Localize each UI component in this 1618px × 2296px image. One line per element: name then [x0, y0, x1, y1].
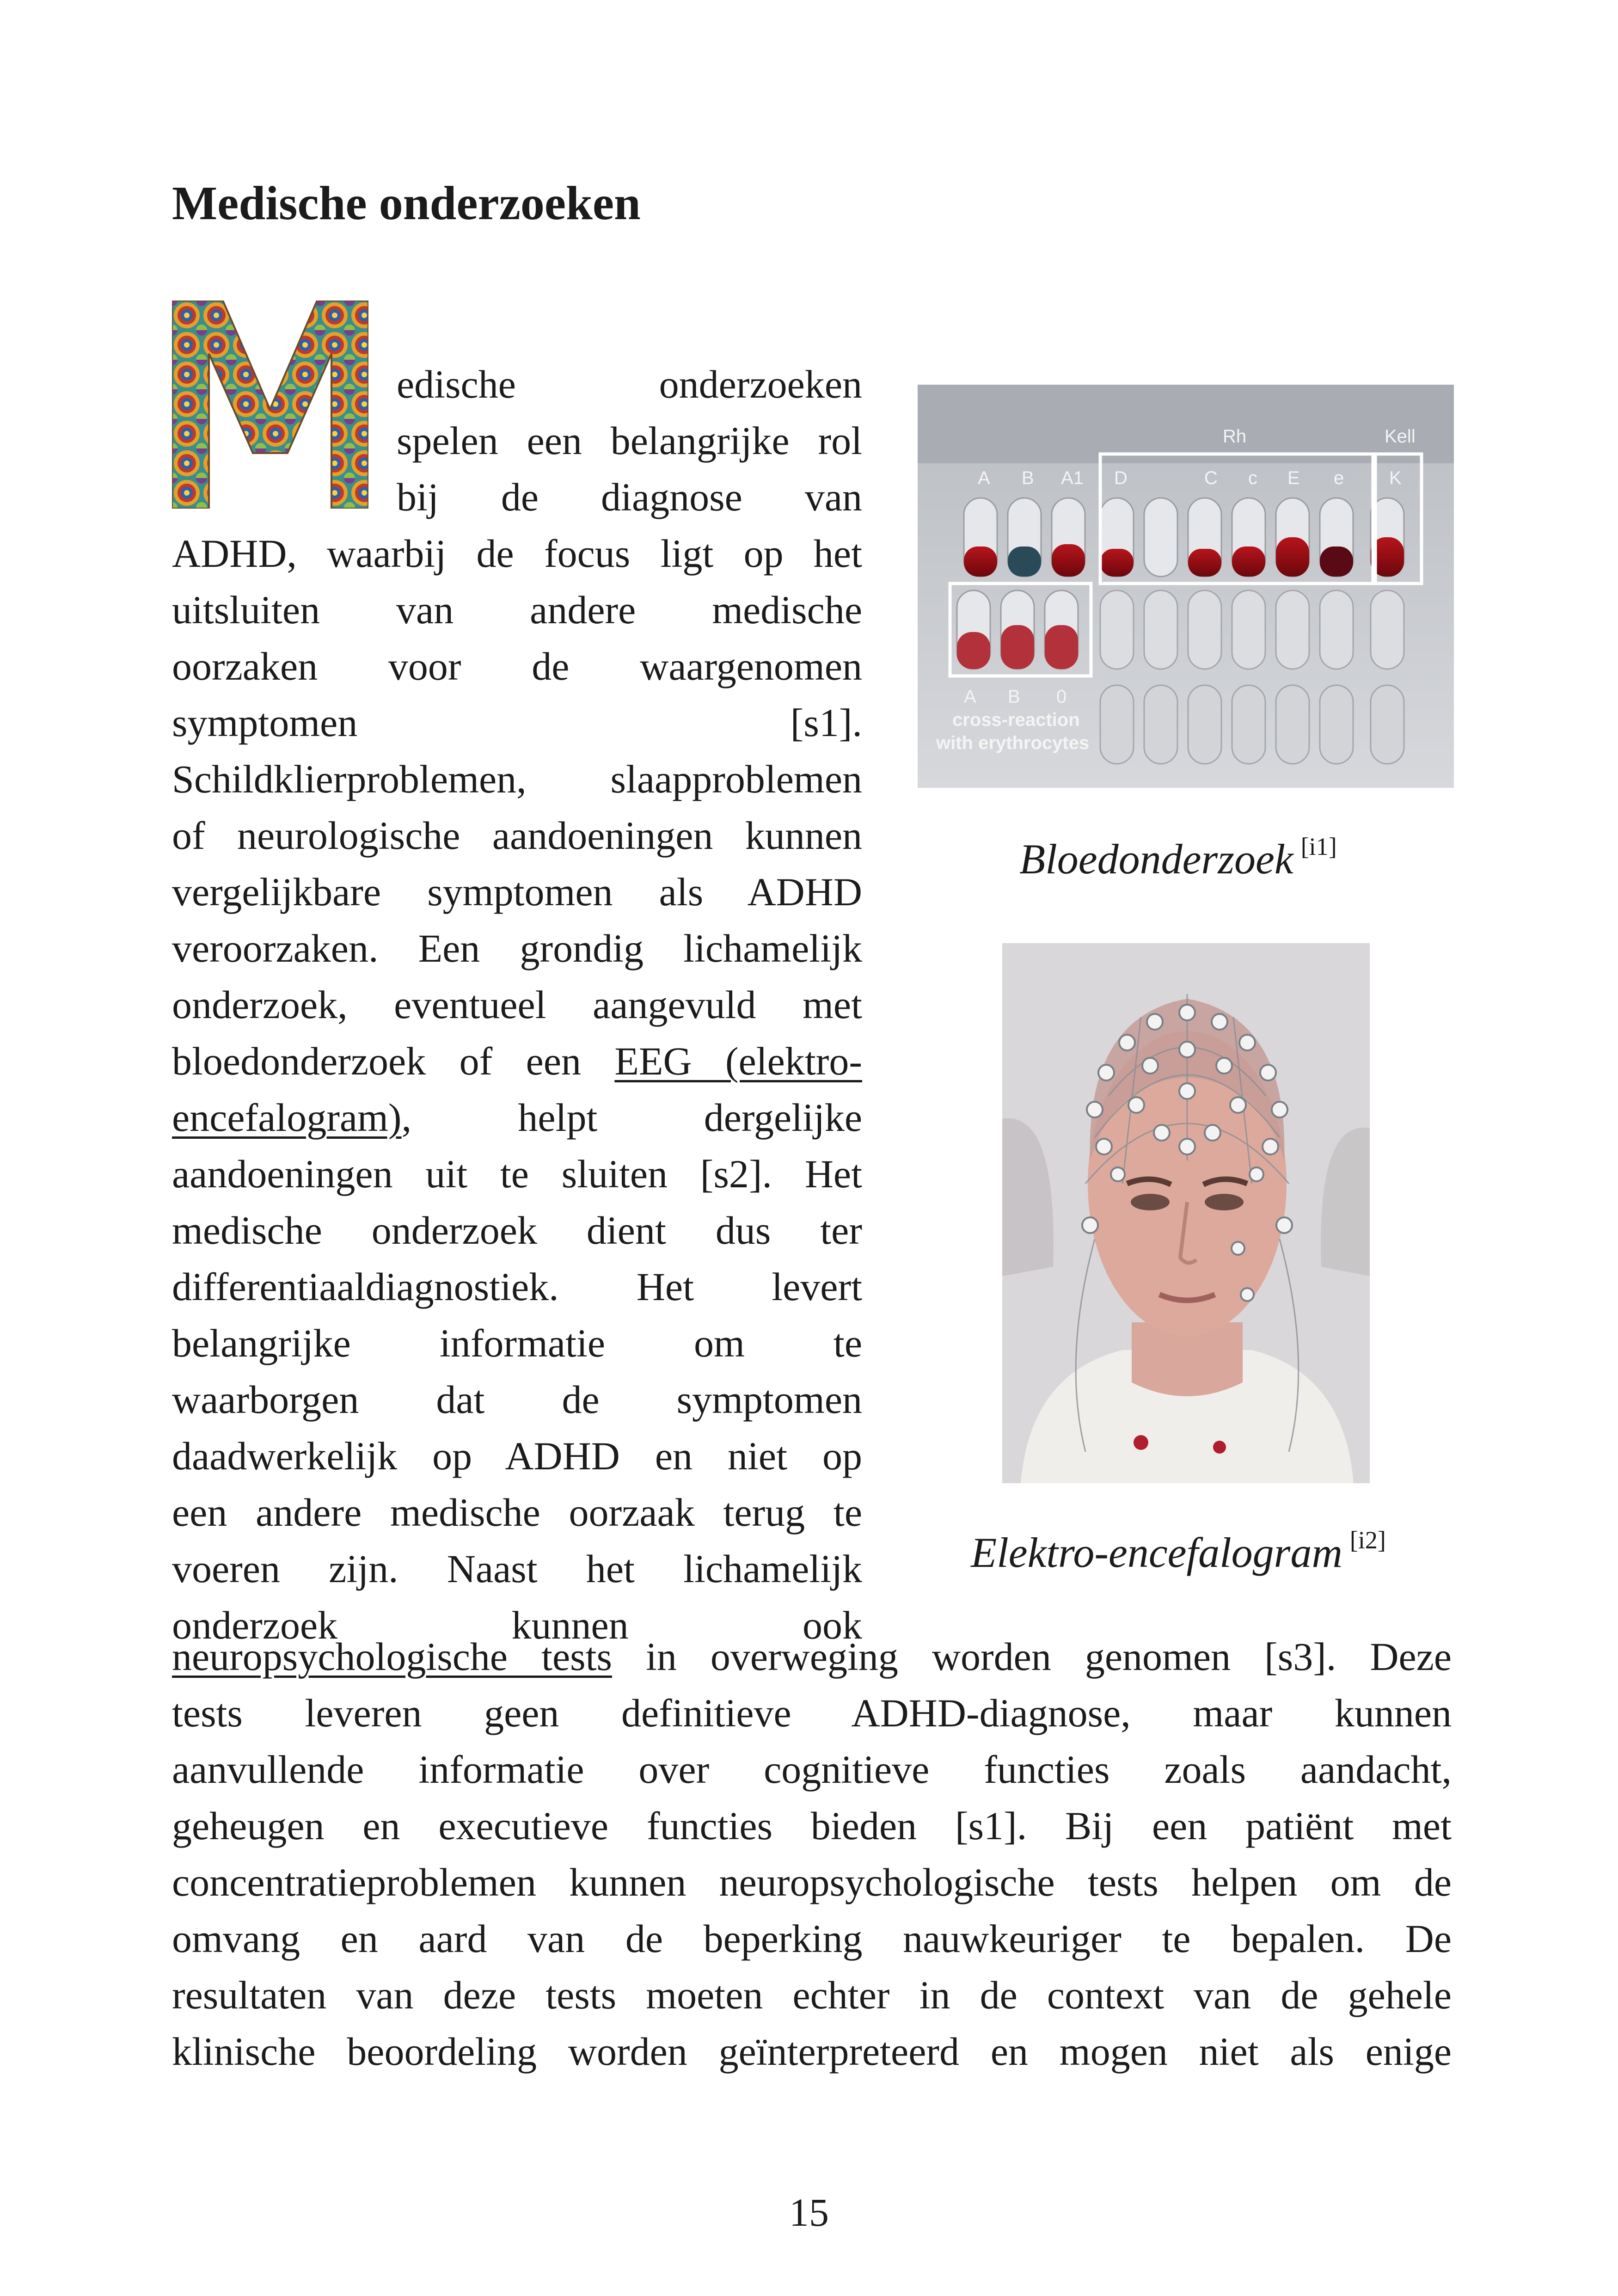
- label-b: B: [1022, 468, 1034, 488]
- text-line: aandoeningen uit te sluiten [s2]. Het: [172, 1152, 862, 1196]
- label-rh: Rh: [1223, 426, 1247, 447]
- eeg-illustration: [1002, 943, 1370, 1483]
- eeg-caption: [971, 1526, 1386, 1577]
- text-line: differentiaaldiagnostiek. Het levert: [172, 1265, 862, 1309]
- text-fragment: in overweging worden genomen [s3]. Deze: [612, 1634, 1452, 1679]
- text-line: geheugen en executieve functies bieden [s1]. Bij een patiënt met: [172, 1804, 1452, 1848]
- page-number: 15: [789, 2190, 829, 2235]
- text-line: belangrijke informatie om te: [172, 1321, 862, 1365]
- text-line: uitsluiten van andere medische: [172, 588, 862, 632]
- blood-tray-illustration: [918, 385, 1454, 788]
- label-e-upper: E: [1287, 468, 1300, 488]
- text-line: oorzaken voor de waargenomen: [172, 644, 862, 688]
- text-line: omvang en aard van de beperking nauwkeuriger te bepalen. De: [172, 1916, 1452, 1961]
- label-cross-reaction: cross-reaction: [952, 710, 1080, 730]
- eeg-link[interactable]: EEG (elektro-: [614, 1039, 862, 1083]
- text-line: resultaten van deze tests moeten echter in de context van de gehele: [172, 1973, 1452, 2017]
- text-line: bij de diagnose van: [397, 475, 862, 519]
- label-e-lower: e: [1334, 468, 1344, 488]
- body-text-wide: [172, 1628, 1452, 2080]
- text-line: aanvullende informatie over cognitieve functies zoals aandacht,: [172, 1747, 1452, 1792]
- label-k: K: [1389, 468, 1402, 488]
- text-line: edische onderzoeken: [397, 362, 862, 406]
- text-line: of neurologische aandoeningen kunnen: [172, 813, 862, 858]
- caption-text: Elektro-encefalogram: [971, 1529, 1342, 1576]
- text-line: vergelijkbare symptomen als ADHD: [172, 870, 862, 914]
- label-a1: A1: [1061, 468, 1084, 488]
- text-line: onderzoek kunnen ook: [172, 1603, 862, 1647]
- label-c-lower: c: [1248, 468, 1257, 488]
- text-line: een andere medische oorzaak terug te: [172, 1490, 862, 1535]
- label-b2: B: [1008, 687, 1020, 707]
- text-line: daadwerkelijk op ADHD en niet op: [172, 1434, 862, 1478]
- label-d: D: [1114, 468, 1128, 488]
- image-reference: [i2]: [1349, 1526, 1386, 1554]
- text-line-with-link: [172, 1089, 862, 1146]
- text-line: medische onderzoek dient dus ter: [172, 1208, 862, 1252]
- label-kell: Kell: [1385, 426, 1416, 447]
- page-title: Medische onderzoeken: [172, 177, 641, 230]
- text-line: ADHD, waarbij de focus ligt op het: [172, 531, 862, 576]
- eeg-link-continued[interactable]: encefalogram): [172, 1095, 402, 1140]
- text-line: spelen een belangrijke rol: [397, 418, 862, 463]
- text-line: voeren zijn. Naast het lichamelijk: [172, 1547, 862, 1591]
- image-reference: [i1]: [1300, 833, 1337, 860]
- label-zero: 0: [1056, 687, 1067, 707]
- label-a: A: [978, 468, 990, 488]
- label-with-erythrocytes: with erythrocytes: [936, 733, 1090, 753]
- neuropsych-tests-link[interactable]: neuropsychologische tests: [172, 1634, 612, 1679]
- text-line: symptomen [s1].: [172, 700, 862, 745]
- text-line: waarborgen dat de symptomen: [172, 1377, 862, 1422]
- eeg-photo: [1002, 943, 1370, 1483]
- text-line: veroorzaken. Een grondig lichamelijk: [172, 926, 862, 970]
- text-line: Schildklierproblemen, slaapproblemen: [172, 757, 862, 801]
- blood-test-photo: [918, 385, 1454, 788]
- text-fragment: , helpt dergelijke: [401, 1095, 862, 1140]
- blood-test-caption: [1019, 832, 1337, 884]
- caption-text: Bloedonderzoek: [1019, 835, 1293, 883]
- text-line: concentratieproblemen kunnen neuropsychologische tests helpen om de: [172, 1860, 1452, 1904]
- text-line-with-link: [172, 1628, 1452, 1685]
- text-line-with-link: [172, 1033, 862, 1089]
- body-text-narrow: [172, 356, 862, 1653]
- label-c-upper: C: [1204, 468, 1218, 488]
- text-line: onderzoek, eventueel aangevuld met: [172, 982, 862, 1027]
- label-a2: A: [964, 687, 976, 707]
- text-line: tests leveren geen definitieve ADHD-diagnose, maar kunnen: [172, 1691, 1452, 1735]
- text-line: klinische beoordeling worden geïnterpreteerd en mogen niet als enige: [172, 2029, 1452, 2074]
- text-fragment: bloedonderzoek of een: [172, 1039, 615, 1083]
